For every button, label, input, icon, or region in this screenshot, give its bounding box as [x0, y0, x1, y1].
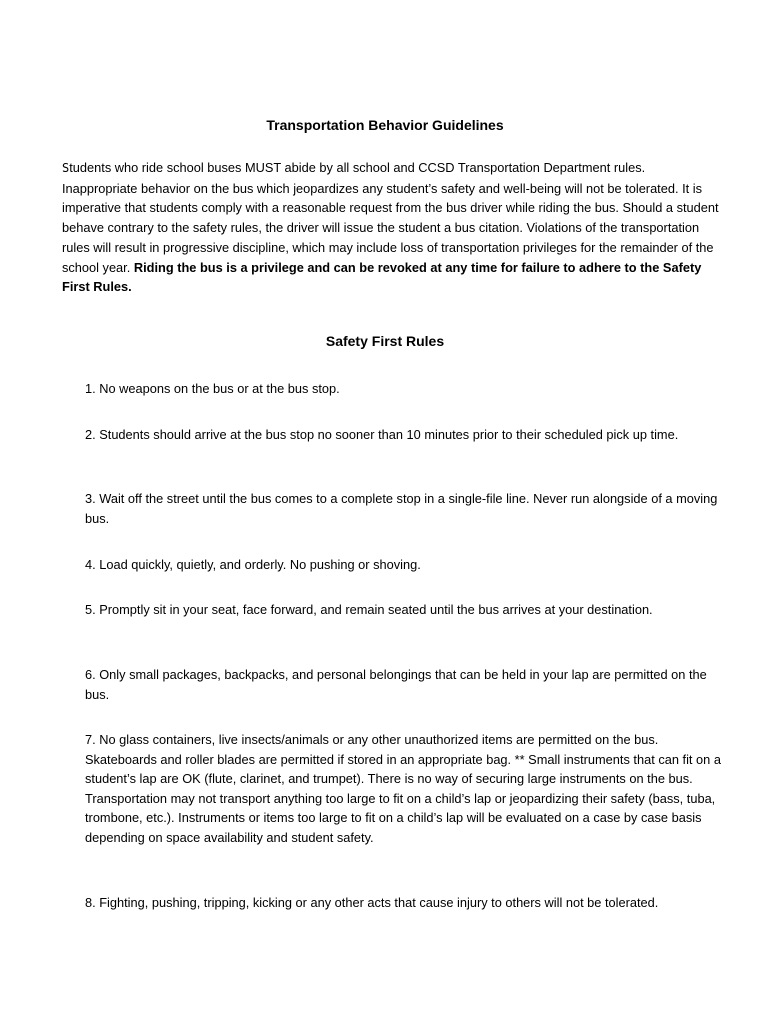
intro-paragraph: [62, 158, 722, 297]
rule-item: 8. Fighting, pushing, tripping, kicking or any other acts that cause injury to others will not be tolerated.: [85, 895, 659, 910]
rules-section-title: Safety First Rules: [325, 333, 445, 349]
rule-item: 2. Students should arrive at the bus stop no sooner than 10 minutes prior to their scheduled pick up time.: [85, 427, 679, 442]
rule-item: 4. Load quickly, quietly, and orderly. No pushing or shoving.: [85, 557, 421, 572]
rule-item: 6. Only small packages, backpacks, and personal belongings that can be held in your lap are permitted on the bus.: [85, 667, 707, 702]
rule-item: 7. No glass containers, live insects/animals or any other unauthorized items are permitted on the bus. Skateboards and roller blades are permitted if stored in an appropriate bag. ** Small instruments that can fit on a student’s lap are OK (flute, clarinet, and trumpet). There is no way of securing large instruments on the bus. Transportation may not transport anything too large to fit on a child’s lap or jeopardizing their safety (bass, tuba, trombone, etc.). Instruments or items too large to fit on a child’s lap will be evaluated on a case by case basis depending on space availability and student safety.: [85, 732, 721, 845]
document-title: Transportation Behavior Guidelines: [266, 117, 504, 133]
intro-text: tudents who ride school buses MUST abide by all school and CCSD Transportation Department rules. Inappropriate behavior on the bus which jeopardizes any student’s safety and well-being will not be tolerated. It is imperative that students comply with a reasonable request from the bus driver while riding the bus. Should a student behave contrary to the safety rules, the driver will issue the student a bus citation. Violations of the transportation rules will result in progressive discipline, which may include loss of transportation privileges for the remainder of the school year.: [62, 160, 719, 275]
intro-bold-text: Riding the bus is a privilege and can be revoked at any time for failure to adhere to the Safety First Rules.: [62, 259, 702, 295]
rule-item: 5. Promptly sit in your seat, face forward, and remain seated until the bus arrives at your destination.: [85, 602, 653, 617]
rule-item: 3. Wait off the street until the bus comes to a complete stop in a single-file line. Never run alongside of a moving bus.: [85, 491, 718, 526]
intro-first-letter: S: [62, 161, 70, 175]
rule-item: 1. No weapons on the bus or at the bus stop.: [85, 381, 340, 396]
